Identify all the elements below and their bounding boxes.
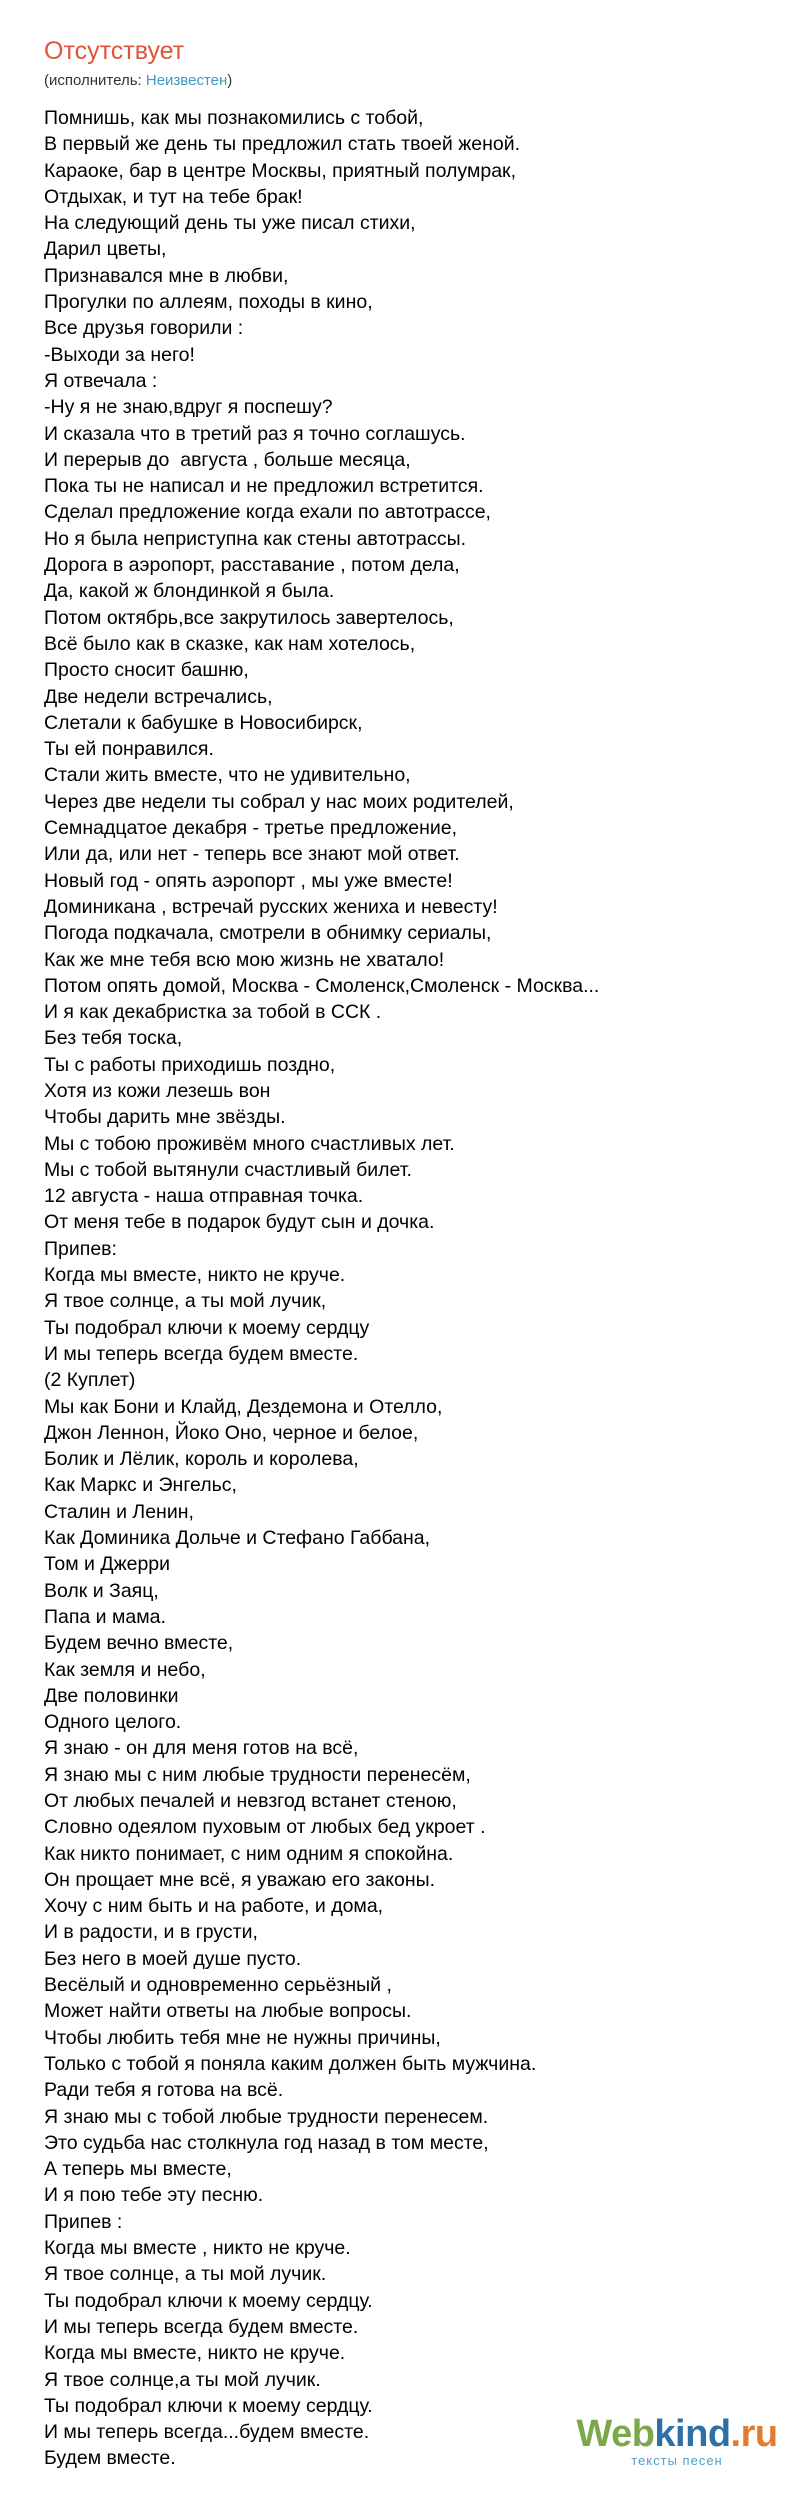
lyric-line: Ради тебя я готова на всё.: [44, 2079, 284, 2102]
lyric-line: Мы с тобой вытянули счастливый билет.: [44, 1158, 412, 1181]
lyric-line: Все друзья говорили :: [44, 317, 244, 340]
logo-text: [572, 2414, 782, 2454]
lyric-line: Доминикана , встречай русских жениха и невесту!: [44, 895, 498, 918]
artist-link[interactable]: Неизвестен: [145, 72, 228, 89]
lyric-line: В первый же день ты предложил стать твоей женой.: [44, 133, 521, 156]
lyric-line: -Выходи за него!: [44, 343, 195, 366]
lyric-line: Ты ей понравился.: [44, 738, 214, 761]
lyric-line: Потом октябрь,все закрутилось завертелось,: [44, 606, 454, 629]
lyric-line: Я знаю мы с ним любые трудности перенесём,: [44, 1763, 471, 1786]
lyric-line: Только с тобой я поняла каким должен быть мужчина.: [44, 2052, 537, 2075]
lyric-line: И мы теперь всегда будем вместе.: [44, 2315, 359, 2338]
lyric-line: Может найти ответы на любые вопросы.: [44, 2000, 412, 2023]
lyric-line: Волк и Заяц,: [44, 1579, 159, 1602]
lyric-line: Как Доминика Дольче и Стефано Габбана,: [44, 1527, 431, 1550]
lyric-line: Сталин и Ленин,: [44, 1500, 194, 1523]
lyric-line: Прогулки по аллеям, походы в кино,: [44, 291, 373, 314]
lyric-line: Как Маркс и Энгельс,: [44, 1474, 237, 1497]
lyric-line: Или да, или нет - теперь все знают мой ответ.: [44, 843, 460, 866]
lyric-line: И я как декабристка за тобой в ССК .: [44, 1001, 382, 1024]
lyric-line: От меня тебе в подарок будут сын и дочка.: [44, 1211, 435, 1234]
lyric-line: Хочу с ним быть и на работе, и дома,: [44, 1895, 384, 1918]
lyric-line: Караоке, бар в центре Москвы, приятный полумрак,: [44, 159, 516, 182]
lyric-line: Ты подобрал ключи к моему сердцу.: [44, 2394, 373, 2417]
lyric-line: А теперь мы вместе,: [44, 2158, 232, 2181]
lyric-line: Стали жить вместе, что не удивительно,: [44, 764, 411, 787]
logo-tagline: тексты песен: [631, 2453, 723, 2468]
lyric-line: Джон Леннон, Йоко Оно, черное и белое,: [44, 1421, 419, 1444]
lyric-line: Словно одеялом пуховым от любых бед укроет .: [44, 1816, 486, 1839]
lyric-line: Чтобы любить тебя мне не нужны причины,: [44, 2026, 441, 2049]
lyric-line: Я знаю мы с тобой любые трудности перенесем.: [44, 2105, 489, 2128]
lyric-line: Мы с тобою проживём много счастливых лет.: [44, 1132, 455, 1155]
lyric-line: Будем вечно вместе,: [44, 1632, 234, 1655]
lyric-line: Припев :: [44, 2210, 123, 2233]
lyric-line: И я пою тебе эту песню.: [44, 2184, 264, 2207]
lyric-line: Ты подобрал ключи к моему сердцу.: [44, 2289, 373, 2312]
lyric-line: Когда мы вместе, никто не круче.: [44, 2342, 346, 2365]
lyric-line: Я отвечала :: [44, 369, 158, 392]
lyric-line: И мы теперь всегда...будем вместе.: [44, 2421, 370, 2444]
lyric-line: Через две недели ты собрал у нас моих родителей,: [44, 790, 514, 813]
lyric-line: Я твое солнце,а ты мой лучик.: [44, 2368, 321, 2391]
artist-suffix: ): [227, 72, 233, 89]
lyric-line: (2 Куплет): [44, 1369, 136, 1392]
lyric-line: Две недели встречались,: [44, 685, 273, 708]
lyric-line: И перерыв до августа , больше месяца,: [44, 448, 411, 471]
lyrics-text: [44, 105, 784, 2472]
lyric-line: Будем вместе.: [44, 2447, 176, 2470]
lyric-line: И в радости, и в грусти,: [44, 1921, 258, 1944]
lyric-line: Я твое солнце, а ты мой лучик.: [44, 2263, 327, 2286]
lyric-line: Признавался мне в любви,: [44, 264, 289, 287]
lyric-line: -Ну я не знаю,вдруг я поспешу?: [44, 396, 333, 419]
lyric-line: Пока ты не написал и не предложил встретится.: [44, 475, 484, 498]
song-title: Отсутствует: [44, 37, 185, 65]
lyric-line: Как никто понимает, с ним одним я спокойна.: [44, 1842, 454, 1865]
lyric-line: Всё было как в сказке, как нам хотелось,: [44, 632, 416, 655]
lyric-line: Я знаю - он для меня готов на всё,: [44, 1737, 359, 1760]
lyric-line: Да, какой ж блондинкой я была.: [44, 580, 335, 603]
lyric-line: Без него в моей душе пусто.: [44, 1947, 302, 1970]
lyric-line: Как земля и небо,: [44, 1658, 206, 1681]
lyric-line: Слетали к бабушке в Новосибирск,: [44, 711, 363, 734]
logo-kind: kind: [654, 2413, 731, 2455]
lyric-line: Дарил цветы,: [44, 238, 167, 261]
lyric-line: Папа и мама.: [44, 1605, 166, 1628]
lyric-line: Когда мы вместе, никто не круче.: [44, 1264, 346, 1287]
lyric-line: Весёлый и одновременно серьёзный ,: [44, 1974, 392, 1997]
lyric-line: Семнадцатое декабря - третье предложение,: [44, 817, 458, 840]
lyric-line: Новый год - опять аэропорт , мы уже вместе!: [44, 869, 453, 892]
lyric-line: Ты с работы приходишь поздно,: [44, 1053, 336, 1076]
lyric-line: Том и Джерри: [44, 1553, 171, 1576]
lyric-line: Он прощает мне всё, я уважаю его законы.: [44, 1868, 436, 1891]
logo-ru: .ru: [730, 2413, 778, 2455]
artist-prefix: (исполнитель:: [44, 72, 146, 89]
lyric-line: Без тебя тоска,: [44, 1027, 183, 1050]
lyric-line: Отдыхак, и тут на тебе брак!: [44, 185, 303, 208]
lyric-line: Одного целого.: [44, 1711, 182, 1734]
lyric-line: Сделал предложение когда ехали по автотрассе,: [44, 501, 491, 524]
lyric-line: Припев:: [44, 1237, 117, 1260]
logo-web: Web: [576, 2413, 655, 2455]
lyric-line: Как же мне тебя всю мою жизнь не хватало!: [44, 948, 445, 971]
lyric-line: Две половинки: [44, 1684, 179, 1707]
lyric-line: Я твое солнце, а ты мой лучик,: [44, 1290, 327, 1313]
lyric-line: Но я была неприступна как стены автотрассы.: [44, 527, 467, 550]
lyric-line: Хотя из кожи лезешь вон: [44, 1079, 271, 1102]
lyric-line: Дорога в аэропорт, расставание , потом дела,: [44, 554, 460, 577]
lyric-line: Чтобы дарить мне звёзды.: [44, 1106, 286, 1129]
lyric-line: Это судьба нас столкнула год назад в том месте,: [44, 2131, 489, 2154]
lyric-line: От любых печалей и невзгод встанет стеною,: [44, 1790, 457, 1812]
lyric-line: Погода подкачала, смотрели в обнимку сериалы,: [44, 922, 492, 945]
lyric-line: На следующий день ты уже писал стихи,: [44, 212, 416, 235]
lyric-line: И мы теперь всегда будем вместе.: [44, 1342, 359, 1365]
webkind-logo[interactable]: [572, 2414, 782, 2468]
lyric-line: Болик и Лёлик, король и королева,: [44, 1448, 359, 1471]
lyric-line: Помнишь, как мы познакомились с тобой,: [44, 107, 424, 129]
lyric-line: Мы как Бони и Клайд, Дездемона и Отелло,: [44, 1395, 443, 1418]
lyric-line: 12 августа - наша отправная точка.: [44, 1185, 364, 1208]
lyric-line: Ты подобрал ключи к моему сердцу: [44, 1316, 370, 1339]
lyric-line: Когда мы вместе , никто не круче.: [44, 2237, 351, 2260]
lyric-line: Просто сносит башню,: [44, 659, 249, 682]
lyric-line: Потом опять домой, Москва - Смоленск,Смоленск - Москва...: [44, 974, 600, 997]
lyric-line: И сказала что в третий раз я точно соглашусь.: [44, 422, 466, 445]
artist-line: [44, 72, 232, 90]
